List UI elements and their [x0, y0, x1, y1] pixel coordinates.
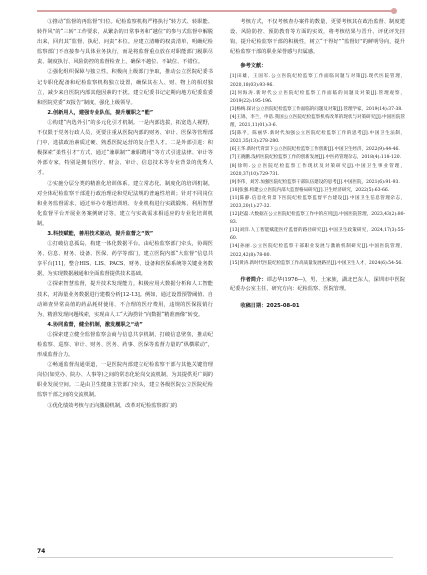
left-column [37, 17, 213, 411]
reference-item: [7]王晓鹏.浅析医院纪检监察工作的创新发展[J].中医药管理杂志，2018(4):118-120. [230, 155, 402, 161]
reference-item: [2]何海涛.新时代公立医院纪检监察工作面临的问题及对策[J].管理观察，2019(22):195-196. [230, 90, 405, 104]
reference-item: [5]陈平，陈丽华.新时代加强公立医院纪检监察工作的思考[J].中国卫生法制，2021,35(13):278-280. [230, 131, 405, 145]
reference-item: [8]徐明.公立医院纪检监察工作现状及对策研究[J].中国卫生事业管理，2020,37(10):729-731. [230, 163, 405, 177]
paragraph: ②畅通监督沟通渠道，一是医院内部建立纪检监察干部与其他关键管理岗位(如党办、院办、人事等)之间的常态化轮岗交流机制，为其提供更广阔的职业发展空间。二是由卫生健康主管部门牵头，建立各级医院公立医院纪检监察干部之间的交流机制。 [37, 362, 213, 399]
paragraph: 考核方式，不仅考核查办案件的数量，更要考核其在政治监督、制度建设、风险防控、预防教育等方面的实效，将考核结果与晋升、评优评先挂钩，提升纪检监察干部的积极性，树立“干得好”“监督好”的鲜明导向，提升纪检监察干部的职业荣誉感与归属感。 [230, 19, 405, 56]
received-date [230, 301, 405, 311]
section-heading: 3.科技赋能，善用技术驱动，提升监督之“效” [47, 230, 154, 237]
paragraph: ③优化绩效考核与正向激励机制，改革对纪检监察部门的 [47, 402, 178, 409]
paragraph: ①构建“内选外引”的多元化引才机制。一是内部选拔，拓宽选人视野，不仅限于党务行政人员，更要注重从医院内部的财务、审计、医保等管理部门中，选拔政治素质过硬、熟悉医院运营的复合型人才。二是外部引进：积极探索“柔性引才”方式，通过“兼职制”“兼职聘用”等方式引进法律、审计等外部专家，特别是拥有医疗、财会、审计、信息技术等专业背景的优秀人才。 [37, 119, 213, 177]
paragraph: ②探索智慧监督，提升技术发现能力。积极应用大数据分析和人工智能技术，对海量业务数据进行建模分析[12-13]。例如，通过设置预警阈值、自动筛查异常高值的药品耗材使用、不合理的医疗费用，违规的医保报销行为，精准发现问题线索，实现由人工“大海捞针”向数据“精准画像”转变。 [37, 281, 213, 318]
reference-item: [9]李伟，刘芳.加强医院纪检监察干部队伍建设的思考[J].中国医院，2021(6):91-93. [230, 179, 400, 185]
reference-item: [14]孙丽.公立医院纪检监察干部职业发展与激励机制研究[J].中国医院管理，2022,42(8):78-80. [230, 244, 405, 258]
reference-item: [4]王锦，李兰，申蓓.我国公立医院纪检监察机构改革的现状与对策研究[J].中国医院管理，2021,11(01):3-6. [230, 114, 405, 129]
received-label: 收稿日期： [240, 302, 267, 309]
reference-item: [12]赵磊.大数据在公立医院纪检监察工作中的应用[J].中国医院管理，2023,43(2):80-83. [230, 212, 405, 226]
header-bar [37, 10, 393, 12]
author-label: 作者简介： [240, 276, 267, 283]
page-header-rule [37, 9, 393, 13]
author-bio [230, 276, 405, 295]
page-number: 74 [37, 548, 46, 555]
reference-item: [11]陈静.信息化背景下医院纪检监察监督平台建设[J].中国卫生信息管理杂志，2023,20(1):27-32. [230, 195, 405, 209]
paragraph: ①打破信息孤岛，构建一体化数据平台。由纪检监察部门牵头，协调医务、信息、财务、设备、医保、药学等部门，建立医院内部“大监督”信息共享平台[11]，整合HIS、LIS、PACS、财务、设备和医保系统等关键业务数据，为实现数据融通和全面监督提供技术基础。 [37, 241, 213, 278]
references-title: 参考文献： [240, 63, 267, 70]
references-list [230, 73, 405, 267]
section-heading: 4.协同监督，健全机制，激发履职之“动” [47, 321, 143, 328]
reference-item: [13]刘洋.人工智能赋能医疗监督的路径研究[J].中国卫生政策研究，2024,17(3):55-60. [230, 228, 405, 242]
section-heading: 2.创新用人，建强专业队伍，提升履职之“能” [47, 109, 154, 116]
reference-item: [1]田雄，王国军.公立医院纪检监察工作面临问题与对策[J].现代医院管理，2020,18(03):93-96. [230, 74, 405, 88]
right-column [230, 17, 405, 311]
reference-item: [3]杨梅.探讨公立医院纪检监察工作面临的问题及对策[J].管理学家，2019(14):37-38. [230, 106, 403, 112]
received-value: 2025-08-01 [266, 302, 300, 309]
reference-item: [6]王华.新时代背景下公立医院纪检监察工作创新[J].中国卫生经济，2022(9):44-46. [230, 147, 400, 153]
paragraph: ②强化组织保障与独立性。积极向上级部门争取，推动公立医院纪委书记专职化配备和纪检监察机构独立设置，确保其在人、财、物上的相对独立，减少来自医院内部其他因素的干扰。建立纪委书记定期向地方纪委监委和医院党委“双报告”制度，强化上级领导。 [37, 69, 213, 106]
header-dot [391, 8, 397, 14]
paragraph: ③推动“监督的再监督”归位。纪检监察机构严格执行“转方式、转职能、转作风”的“三转”工作要求，从繁杂的日常事务和“越位”的参与式监督中解脱出来，回归其“监督、执纪、问责”本位。应建立清晰的权责清单，明确纪检监察部门不直接参与具体业务执行，而是将监督重点放在对职能部门履职尽责、制度执行、风险防控的监督检查上，确保不越位、不缺位、不错位。 [37, 19, 213, 66]
paragraph: ②实施分层分类的精准化培训体系。建立常态化、制度化的培训机制。对全体纪检监察干部进行政治理论和党纪法规的普遍性培训；针对不同岗位和业务监督需求，通过举办专题培训班、专业机构进行实践锻炼、利用智慧化监督平台开展业务案例研讨等，建立与实战需求相适应的专业化培训机制。 [37, 180, 213, 227]
footer-rule [37, 557, 393, 558]
reference-item: [15]黄涛.新时代医院纪检监察工作高质量发展路径[J].中国卫生人才，2024(6):54-56. [230, 260, 403, 266]
paragraph: ①探索建立健全监督监察会商与信息共享机制，打破信息壁垒，推动纪检监察、巡察、审计、财务、医务、药事、医保等监督力量的“纵横联动”，形成监督合力。 [37, 331, 213, 359]
reference-item: [10]张强.构建公立医院内部大监督格局研究[J].卫生经济研究，2022(5):63-66. [230, 187, 390, 193]
author-text: 谭志华(1976—)，男，土家族，湖北巴东人，深圳市中医院纪委办公室主任，研究方向：纪检监察、医院管理。 [230, 276, 405, 293]
